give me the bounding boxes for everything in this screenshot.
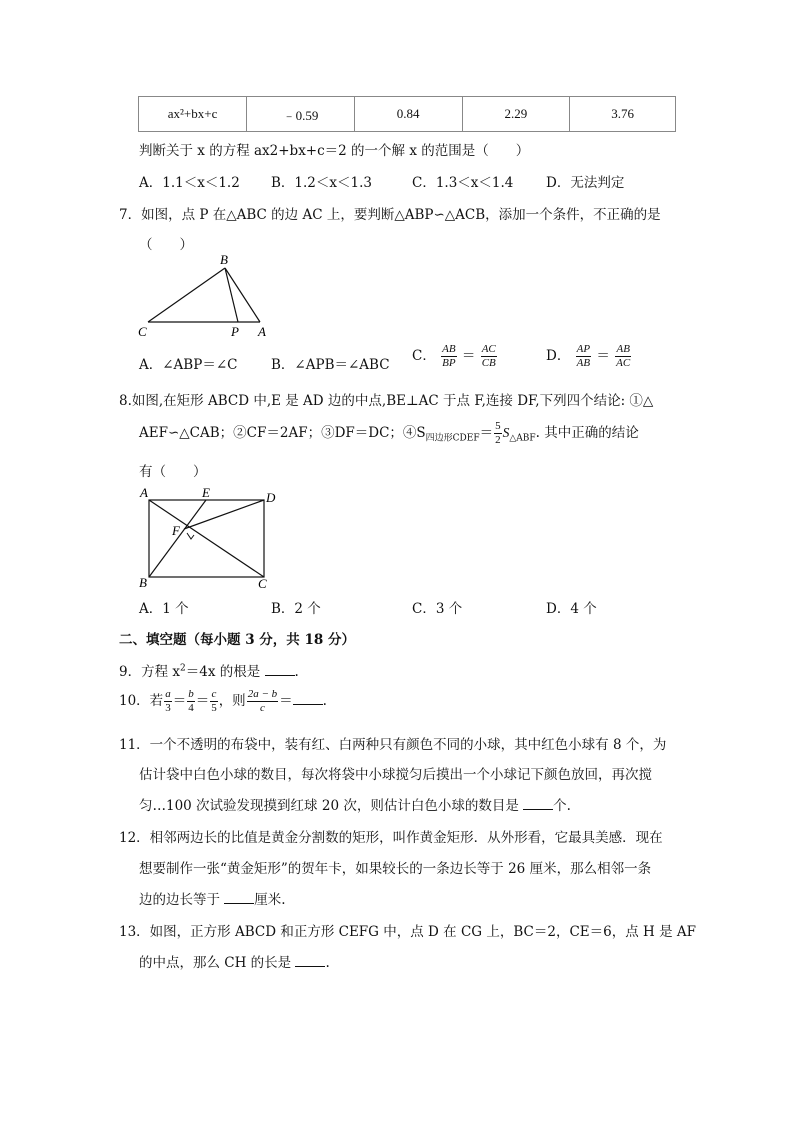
value-table [138, 96, 676, 132]
q10 [119, 688, 327, 715]
q13-line2 [139, 951, 330, 971]
q11-line1: 11．一个不透明的布袋中，装有红、白两种只有颜色不同的小球，其中红色小球有 8 个，为 [119, 737, 667, 753]
q9-text-b: ＝4x 的根是 [185, 664, 261, 680]
fraction-denominator: 4 [188, 702, 194, 714]
fraction [247, 688, 278, 715]
q8-label-c: C [258, 576, 267, 591]
fraction-numerator: AB [442, 343, 456, 355]
q10-mid: ，则 [218, 693, 246, 709]
fraction-numerator: AC [481, 343, 496, 355]
q11-answer-blank[interactable] [523, 797, 553, 810]
q12-line3-end: 厘米. [254, 892, 286, 908]
fraction [576, 343, 591, 370]
q7-stem-line2: （ ） [139, 237, 193, 253]
q8-label-f: F [172, 523, 180, 538]
fraction-denominator: 5 [211, 702, 217, 714]
q13-line1: 13．如图，正方形 ABCD 和正方形 CEFG 中，点 D 在 CG 上，BC＝2，CE＝6，点 H 是 AF [119, 924, 696, 940]
q7-label-a: A [258, 324, 266, 339]
equals-sign: ＝ [461, 348, 476, 364]
q11-line2: 估计袋中白色小球的数目，每次将袋中小球搅匀后摸出一个小球记下颜色放回，再次搅 [139, 767, 652, 783]
q8-label-e: E [202, 485, 210, 500]
q8-label-a: A [140, 485, 148, 500]
q7-segment-ba [225, 268, 260, 322]
q8-diagonal-ac [149, 500, 264, 577]
q7-option-b: B．∠APB＝∠ABC [271, 357, 390, 373]
q8-line2-end: . 其中正确的结论 [535, 425, 639, 441]
q10-answer-blank[interactable] [293, 692, 323, 705]
q8-line1: 8.如图,在矩形 ABCD 中,E 是 AD 边的中点,BE⊥AC 于点 F,连接 DF,下列四个结论: ①△ [119, 393, 654, 409]
table-cell: ﹣0.59 [247, 97, 355, 132]
q8-line3: 有（ ） [139, 464, 207, 480]
table-cell: 0.84 [354, 97, 462, 132]
table-cell-expression: ax²+bx+c [139, 97, 247, 132]
equals-sign: ＝ [279, 693, 293, 709]
fraction-denominator: AB [576, 357, 591, 369]
table-cell: 2.29 [462, 97, 570, 132]
fraction-numerator: b [188, 688, 194, 700]
q8-s-symbol: S [502, 425, 510, 440]
q6-option-a: A．1.1＜x＜1.2 [139, 175, 240, 191]
q11-line3-text: 匀…100 次试验发现摸到红球 20 次，则估计白色小球的数目是 [139, 798, 519, 814]
q10-prefix: 10．若 [119, 693, 164, 709]
q8-subscript-quad: 四边形CDEF [425, 433, 480, 444]
q8-rectangle-figure [132, 484, 282, 592]
q7-option-c [412, 343, 498, 370]
q7-option-d [546, 343, 632, 370]
q7-label-b: B [220, 252, 228, 267]
equals-sign: ＝ [172, 693, 187, 709]
fraction [615, 343, 631, 370]
q12-answer-blank[interactable] [224, 891, 254, 904]
fraction [210, 688, 218, 715]
q11-line3 [139, 794, 571, 814]
q7-label-p: P [231, 324, 239, 339]
table-cell: 3.76 [570, 97, 676, 132]
q8-option-c: C．3 个 [412, 601, 463, 617]
equals-sign: ＝ [479, 425, 494, 441]
fraction [187, 688, 195, 715]
fraction [481, 343, 497, 370]
q7-option-d-prefix: D． [546, 348, 571, 364]
fraction-denominator: c [259, 702, 265, 714]
q8-line2 [139, 420, 639, 447]
q8-subscript-tri: △ABF [509, 433, 536, 444]
q9-end: . [294, 664, 299, 680]
q7-option-c-prefix: C． [412, 348, 436, 364]
fraction-numerator: 2a − b [247, 688, 278, 700]
q9-answer-blank[interactable] [265, 663, 295, 676]
table-row [139, 97, 676, 132]
q12-line1: 12．相邻两边长的比值是黄金分割数的矩形，叫作黄金矩形．从外形看，它最具美感．现在 [119, 830, 663, 846]
q7-stem-line1: 7．如图，点 P 在△ABC 的边 AC 上，要判断△ABP∽△ACB，添加一个条件，不正确的是 [119, 207, 661, 223]
q12-line3-text: 边的边长等于 [139, 892, 220, 908]
q7-option-a: A．∠ABP＝∠C [139, 357, 238, 373]
equals-sign: ＝ [596, 348, 610, 364]
fraction [441, 343, 456, 370]
fraction [494, 420, 502, 447]
q6-option-c: C．1.3＜x＜1.4 [412, 175, 514, 191]
q7-segment-cb [148, 268, 225, 322]
fraction-denominator: 3 [165, 702, 171, 714]
q8-segment-be [149, 500, 206, 577]
q13-line2-end: . [325, 955, 330, 971]
q6-option-d: D．无法判定 [546, 175, 625, 191]
q8-option-d: D．4 个 [546, 601, 597, 617]
fraction-numerator: AB [616, 343, 630, 355]
fraction-denominator: 2 [495, 434, 501, 446]
q8-right-angle-mark [187, 533, 194, 539]
q6-stem: 判断关于 x 的方程 ax2+bx+c＝2 的一个解 x 的范围是（ ） [139, 143, 530, 159]
fraction-numerator: c [211, 688, 217, 700]
q13-line2-text: 的中点，那么 CH 的长是 [139, 955, 292, 971]
q7-segment-bp [225, 268, 238, 322]
q8-option-a: A．1 个 [139, 601, 189, 617]
q7-triangle-figure [130, 250, 280, 342]
fraction-denominator: AC [616, 357, 631, 369]
fraction-denominator: CB [481, 357, 496, 369]
q9 [119, 660, 299, 680]
q13-answer-blank[interactable] [295, 954, 325, 967]
fraction-numerator: AP [576, 343, 591, 355]
q9-superscript: 2 [180, 663, 186, 674]
q11-line3-end: 个. [553, 798, 571, 814]
fraction-denominator: BP [442, 357, 456, 369]
q10-end: . [322, 693, 327, 709]
q8-label-d: D [266, 490, 276, 505]
fraction-numerator: a [165, 688, 171, 700]
q6-option-b: B．1.2＜x＜1.3 [271, 175, 372, 191]
q12-line3 [139, 888, 286, 908]
q8-line2-text: AEF∽△CAB；②CF＝2AF；③DF＝DC；④S [139, 425, 426, 441]
q12-line2: 想要制作一张“黄金矩形”的贺年卡，如果较长的一条边长等于 26 厘米，那么相邻一条 [139, 861, 652, 877]
q7-label-c: C [138, 324, 147, 339]
q8-label-b: B [139, 575, 147, 590]
q9-text: 9．方程 x [119, 664, 180, 680]
fraction [164, 688, 172, 715]
equals-sign: ＝ [195, 693, 210, 709]
fraction-numerator: 5 [495, 420, 501, 432]
q8-option-b: B．2 个 [271, 601, 321, 617]
section-title: 二、填空题（每小题 3 分，共 18 分） [119, 632, 355, 648]
